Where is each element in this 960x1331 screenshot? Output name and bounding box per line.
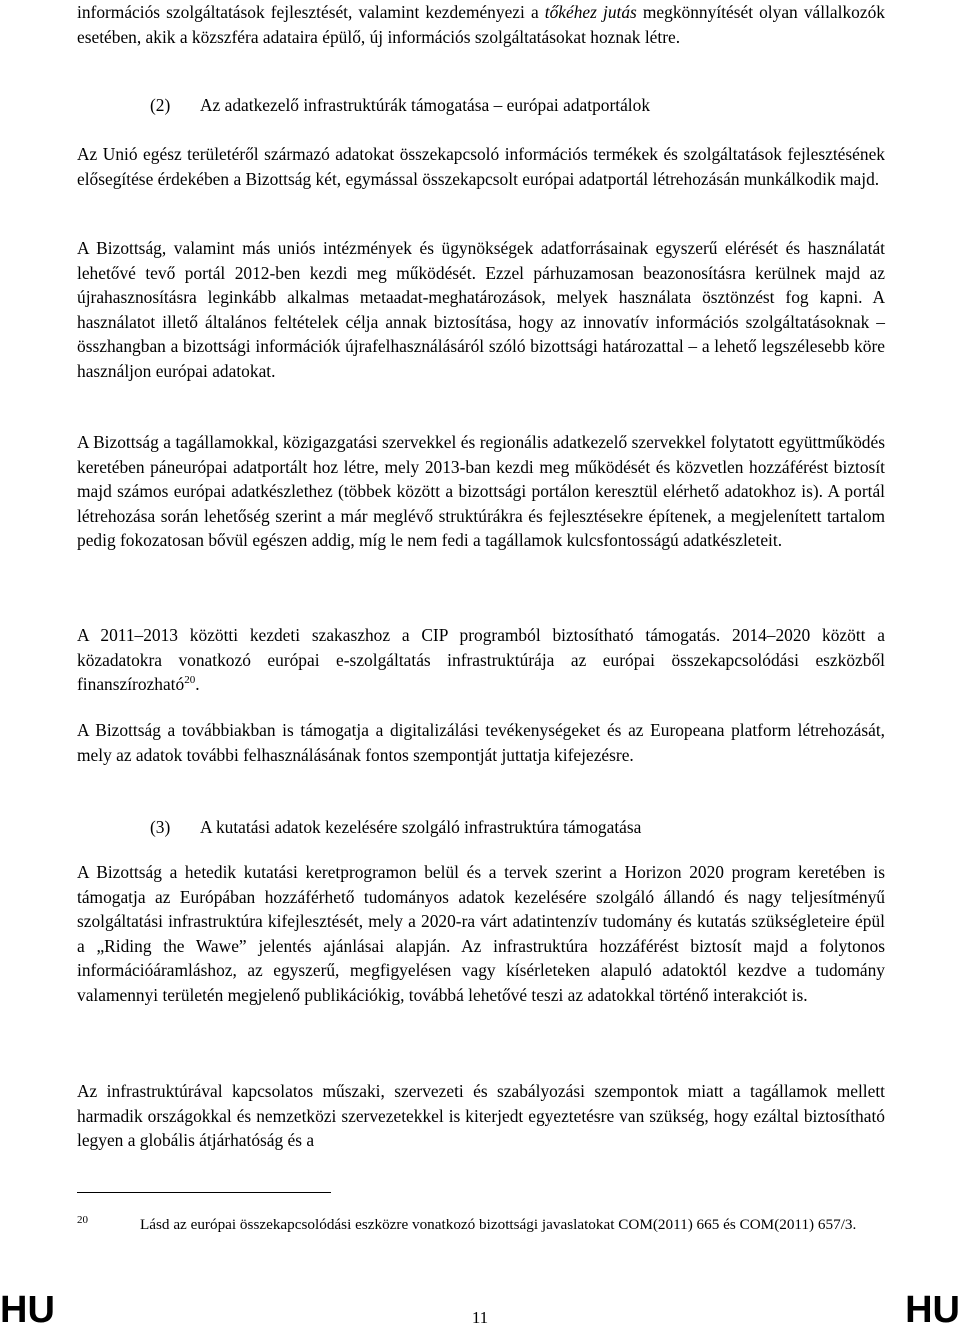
paragraph: A Bizottság a továbbiakban is támogatja a digitalizálási tevékenységeket és az Europeana platform létrehozását, mely az adatok további felhasználásának fontos szempontját juttatja kifejezésre. [77,720,885,765]
heading-number: (3) [150,817,171,837]
footnote-reference[interactable]: 20 [184,674,196,687]
paragraph: Az Unió egész területéről származó adatokat összekapcsoló információs termékek és szolgáltatások fejlesztésének elősegítése érdekében a Bizottság két, egymással összekapcsolt európai adatportál létrehozásán munkálkodik majd. [77,144,885,189]
paragraph: Az infrastruktúrával kapcsolatos műszaki, szervezeti és szabályozási szempontok miatt a tagállamok mellett harmadik országokkal és nemzetközi szervezetekkel is kiterjedt egyeztetésre van szükség, hogy ezáltal biztosítható legyen a globális átjárhatóság és a [77,1081,885,1150]
paragraph: A Bizottság a hetedik kutatási keretprogramon belül és a tervek szerint a Horizon 2020 program keretében is támogatja az Európában hozzáférhető tudományos adatok kezelésére szolgáló állandó és nagy teljesítményű szolgáltatási infrastruktúra kifejlesztését, mely a 2020-ra várt adatintenzív tudomány és kutatás szükségleteire épül a „Riding the Wawe” jelentés ajánlásai alapján. Az infrastruktúra hozzáférést biztosít majd a folytonos információáramláshoz, az egyszerű, megfigyelésen vagy kísérleteken alapuló adatoktól kezdve a tudomány valamennyi területén megjelenő publikációkig, továbbá lehetővé teszi az adatokkal történő interakciót is. [77,862,885,1005]
language-code-left: HU [0,1289,55,1331]
paragraph: A Bizottság a tagállamokkal, közigazgatási szervekkel és regionális adatkezelő szervekkel folytatott együttműködés keretében páneurópai adatportált hoz létre, mely 2013-ban kezdi meg működését és közvetlen hozzáférést biztosít majd számos európai adatkészlethez (többek között a bizottsági portálon keresztül elérhető adatokhoz is). A portál létrehozása során lehetőség szerint a már meglévő struktúrákra és fejlesztésekre építenek, a megjelenített tartalom pedig fokozatosan bővül egészen addig, míg le nem fedi a tagállamok kulcsfontosságú adatkészleteit. [77,432,885,550]
paragraph: A Bizottság, valamint más uniós intézmények és ügynökségek adatforrásainak egyszerű elérését és használatát lehetővé tevő portál 2012-ben kezdi meg működését. Ezzel párhuzamosan beazonosításra kerülnek majd az újrahasznosításra leginkább alkalmas metaadat-meghatározások, melyek használata ösztönzést fog kapni. A használatot illető általános feltételek célja annak biztosítása, hogy az innovatív információs szolgáltatásoknak – összhangban a bizottsági információk újrafelhasználásáról szóló bizottsági határozattal – a lehető legszélesebb köre használjon európai adatokat. [77,238,885,381]
section-heading-3 [150,815,885,840]
section-heading-2 [150,93,885,118]
language-code-right: HU [905,1289,960,1331]
italic-term: tőkéhez jutás [544,2,637,22]
footnote-number: 20 [77,1214,88,1226]
heading-text: A kutatási adatok kezelésére szolgáló infrastruktúra támogatása [200,817,642,837]
paragraph-intro: információs szolgáltatások fejlesztését, valamint kezdeményezi a tőkéhez jutás megkönnyítését olyan vállalkozók esetében, akik a közszféra adataira épülő, új információs szolgáltatásokat hoznak létre. [77,2,885,47]
heading-text: Az adatkezelő infrastruktúrák támogatása – európai adatportálok [200,95,651,115]
paragraph-funding: A 2011–2013 közötti kezdeti szakaszhoz a CIP programból biztosítható támogatás. 2014–2020 között a közadatokra vonatkozó európai e-szolgáltatás infrastruktúrája az európai összekapcsolódási eszközből finanszírozható$^{20}$. [77,625,885,694]
footnote-text: Lásd az európai összekapcsolódási eszközre vonatkozó bizottsági javaslatokat COM(2011) 665 és COM(2011) 657/3. [140,1216,857,1233]
page-number: 11 [471,1308,489,1327]
heading-number: (2) [150,95,171,115]
footnote-separator [77,1192,331,1193]
